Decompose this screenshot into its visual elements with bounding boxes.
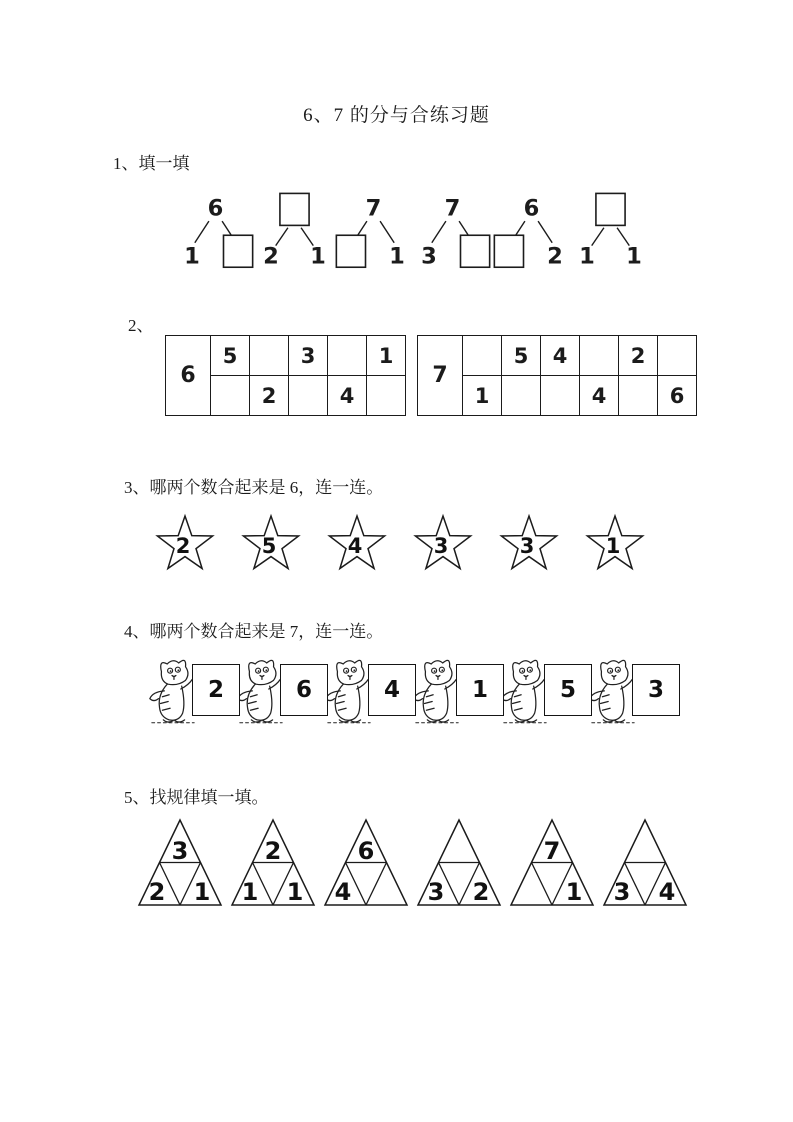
bond-right-number: 1 bbox=[626, 243, 642, 270]
triangle-left-number: 1 bbox=[241, 878, 259, 906]
bond-branch-line bbox=[195, 221, 209, 243]
star-number: 5 bbox=[261, 534, 277, 558]
number-bond-tree bbox=[334, 192, 413, 271]
triangle-right-number: 1 bbox=[193, 878, 211, 906]
triangle-top-number: 3 bbox=[171, 837, 189, 865]
star-icon bbox=[412, 512, 474, 572]
triangle-right-number: 4 bbox=[658, 878, 676, 906]
triangle-puzzle bbox=[322, 817, 410, 909]
star-number: 3 bbox=[433, 534, 449, 558]
section-3-label: 3、哪两个数合起来是 6，连一连。 bbox=[124, 478, 384, 497]
answer-box bbox=[192, 664, 240, 716]
triangle-right-number: 2 bbox=[472, 878, 490, 906]
table-head-number: 7 bbox=[418, 336, 463, 416]
cat-with-box bbox=[410, 652, 498, 732]
section-4-label: 4、哪两个数合起来是 7，连一连。 bbox=[124, 622, 384, 641]
cat-with-box bbox=[586, 652, 674, 732]
table-cell bbox=[658, 336, 697, 376]
table-cell: 4 bbox=[580, 376, 619, 416]
table-cell bbox=[250, 336, 289, 376]
cat-box-number: 2 bbox=[207, 677, 224, 703]
answer-box bbox=[368, 664, 416, 716]
triangle-top-number: 2 bbox=[264, 837, 282, 865]
bond-left-number: 1 bbox=[579, 243, 595, 270]
q1-number-bond-row bbox=[176, 192, 650, 271]
page-title: 6、7 的分与合练习题 bbox=[303, 105, 490, 126]
triangle-puzzle bbox=[601, 817, 689, 909]
bond-branch-line bbox=[380, 221, 394, 243]
table-cell bbox=[289, 376, 328, 416]
q5-triangles-row bbox=[136, 817, 689, 909]
q2-table-six bbox=[165, 335, 406, 416]
cat-with-box bbox=[322, 652, 410, 732]
table-cell: 5 bbox=[502, 336, 541, 376]
section-2-label: 2、 bbox=[128, 316, 154, 335]
table-cell bbox=[463, 336, 502, 376]
cat-box-number: 5 bbox=[559, 677, 576, 703]
table-cell bbox=[502, 376, 541, 416]
bond-top-number: 7 bbox=[444, 195, 461, 222]
bond-top-number: 6 bbox=[523, 195, 540, 222]
star-icon bbox=[154, 512, 216, 572]
answer-box bbox=[280, 664, 328, 716]
bond-left-number: 1 bbox=[184, 243, 200, 270]
table-cell: 2 bbox=[619, 336, 658, 376]
table-cell: 1 bbox=[463, 376, 502, 416]
triangle-left-number: 4 bbox=[334, 878, 352, 906]
cat-box-number: 3 bbox=[647, 677, 664, 703]
number-bond-tree bbox=[413, 192, 492, 271]
number-bond-tree bbox=[571, 192, 650, 271]
triangle-puzzle bbox=[508, 817, 596, 909]
triangle-puzzle bbox=[415, 817, 503, 909]
star-number: 4 bbox=[347, 534, 363, 558]
bond-left-number: 2 bbox=[263, 243, 279, 270]
q4-cats-row bbox=[146, 652, 674, 732]
star-icon bbox=[498, 512, 560, 572]
bond-left-number: 3 bbox=[421, 243, 437, 270]
table-cell bbox=[328, 336, 367, 376]
blank-box bbox=[596, 193, 625, 225]
triangle-left-number: 3 bbox=[427, 878, 445, 906]
blank-box bbox=[280, 193, 309, 225]
table-cell bbox=[619, 376, 658, 416]
triangle-left-number: 3 bbox=[613, 878, 631, 906]
bond-right-number: 1 bbox=[310, 243, 326, 270]
answer-box bbox=[632, 664, 680, 716]
cat-with-box bbox=[498, 652, 586, 732]
cat-with-box bbox=[234, 652, 322, 732]
cat-box-number: 4 bbox=[383, 677, 400, 703]
bond-top-number: 7 bbox=[365, 195, 382, 222]
triangle-puzzle bbox=[136, 817, 224, 909]
table-cell bbox=[211, 376, 250, 416]
section-5-label: 5、找规律填一填。 bbox=[124, 788, 269, 807]
q3-stars-row bbox=[154, 512, 646, 572]
answer-box bbox=[456, 664, 504, 716]
star-number: 3 bbox=[519, 534, 535, 558]
table-cell bbox=[580, 336, 619, 376]
triangle-puzzle bbox=[229, 817, 317, 909]
cat-box-number: 6 bbox=[295, 677, 312, 703]
number-bond-tree bbox=[492, 192, 571, 271]
star-icon bbox=[584, 512, 646, 572]
number-bond-tree bbox=[255, 192, 334, 271]
number-bond-tree bbox=[176, 192, 255, 271]
blank-box bbox=[223, 235, 252, 267]
table-cell: 5 bbox=[211, 336, 250, 376]
table-cell bbox=[367, 376, 406, 416]
q2-table-seven bbox=[417, 335, 697, 416]
star-icon bbox=[326, 512, 388, 572]
bond-right-number: 1 bbox=[389, 243, 405, 270]
table-cell: 2 bbox=[250, 376, 289, 416]
table-cell: 1 bbox=[367, 336, 406, 376]
bond-right-number: 2 bbox=[547, 243, 563, 270]
bond-branch-line bbox=[538, 221, 552, 243]
triangle-left-number: 2 bbox=[148, 878, 166, 906]
triangle-top-number: 7 bbox=[543, 837, 561, 865]
triangle-right-number: 1 bbox=[565, 878, 583, 906]
table-cell: 4 bbox=[541, 336, 580, 376]
table-cell: 4 bbox=[328, 376, 367, 416]
table-cell: 6 bbox=[658, 376, 697, 416]
star-number: 2 bbox=[175, 534, 191, 558]
blank-box bbox=[494, 235, 523, 267]
star-number: 1 bbox=[605, 534, 621, 558]
bond-branch-line bbox=[432, 221, 446, 243]
blank-box bbox=[460, 235, 489, 267]
answer-box bbox=[544, 664, 592, 716]
star-icon bbox=[240, 512, 302, 572]
cat-box-number: 1 bbox=[471, 677, 488, 703]
section-1-label: 1、填一填 bbox=[113, 154, 190, 173]
triangle-top-number: 6 bbox=[357, 837, 375, 865]
table-head-number: 6 bbox=[166, 336, 211, 416]
bond-top-number: 6 bbox=[207, 195, 224, 222]
table-cell bbox=[541, 376, 580, 416]
triangle-right-number: 1 bbox=[286, 878, 304, 906]
blank-box bbox=[336, 235, 365, 267]
cat-with-box bbox=[146, 652, 234, 732]
table-cell: 3 bbox=[289, 336, 328, 376]
